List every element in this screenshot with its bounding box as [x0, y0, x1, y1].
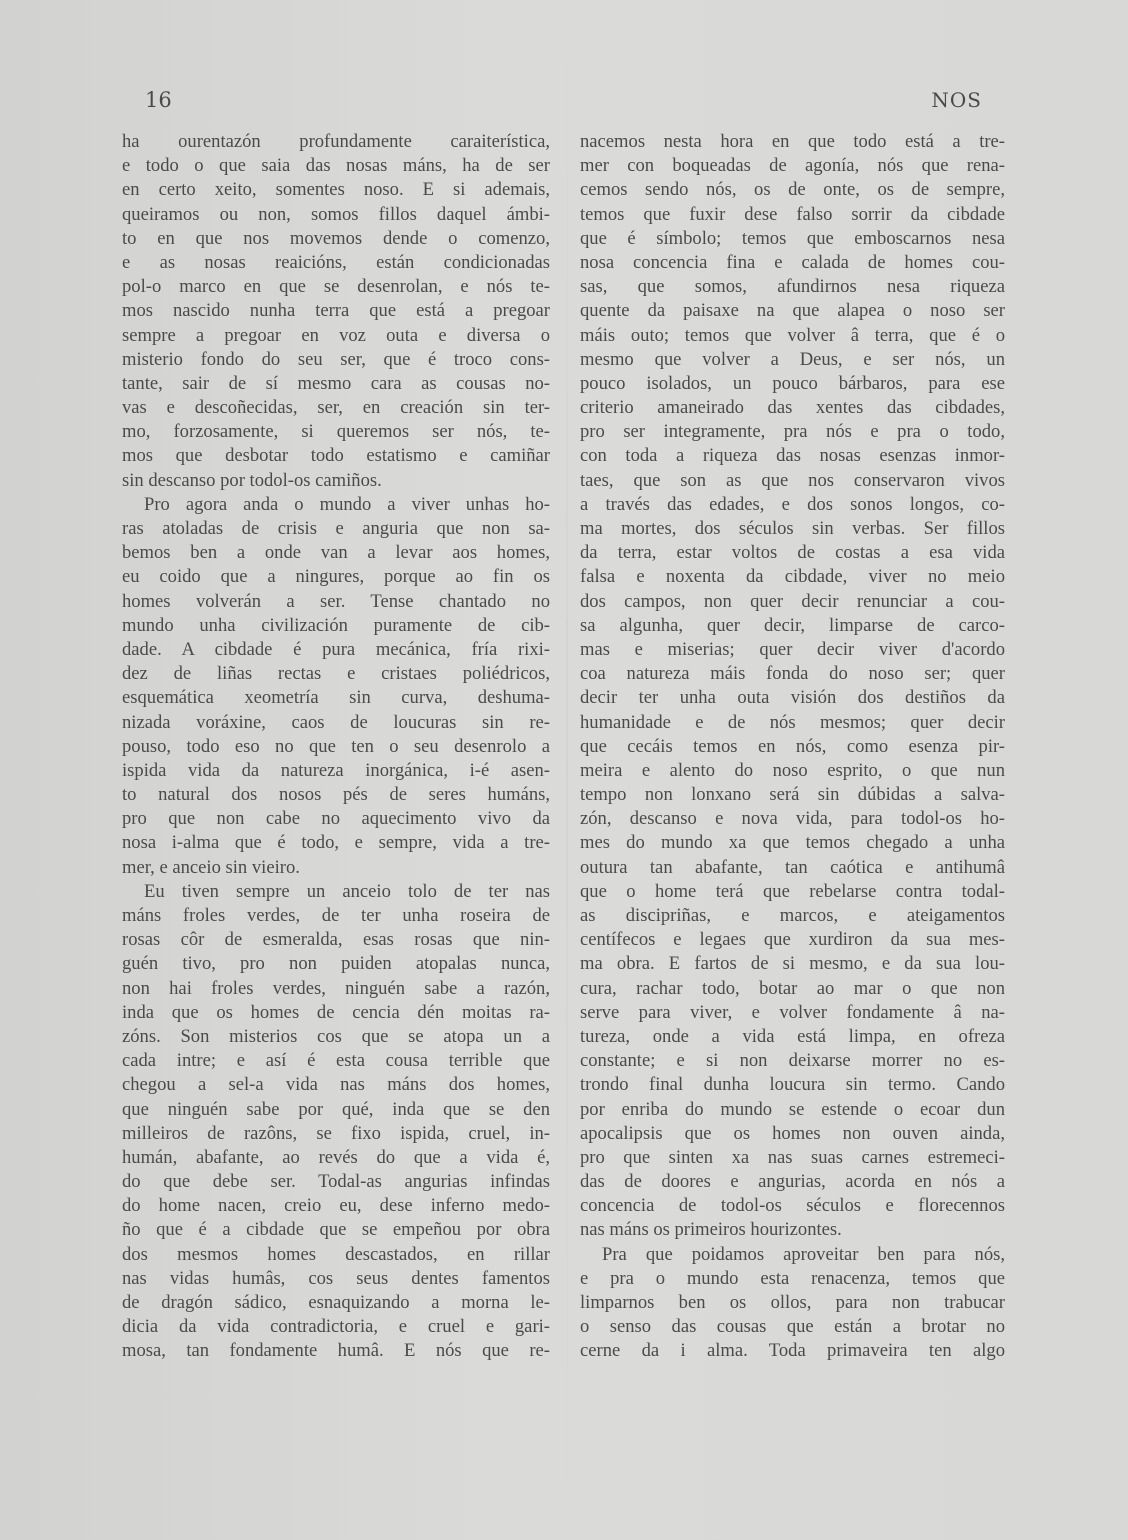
- text-line: bemos ben a onde van a levar aos homes,: [122, 542, 550, 564]
- text-line: ras atoladas de crisis e anguria que non sa-: [122, 518, 550, 539]
- text-line: máis outo; temos que volver â terra, que é o: [580, 324, 1005, 346]
- text-line: homes volverán a ser. Tense chantado no: [122, 590, 550, 612]
- text-line: centífecos e legaes que xurdiron da sua mes-: [580, 929, 1005, 951]
- text-line: do home nacen, creio eu, dese inferno medo-: [122, 1195, 550, 1217]
- text-line: dez de liñas rectas e cristaes poliédricos,: [122, 663, 550, 685]
- running-head: NOS: [931, 88, 982, 112]
- text-line: nizada voráxine, caos de loucuras sin re-: [122, 711, 550, 733]
- text-line: tante, sair de sí mesmo cara as cousas no-: [122, 372, 550, 394]
- text-line: concencia de todol-os séculos e florecennos: [580, 1195, 1005, 1217]
- text-line: falsa e noxenta da cibdade, viver no meio: [580, 566, 1005, 588]
- text-line: Pra que poidamos aproveitar ben para nós,: [602, 1243, 1005, 1265]
- text-line: ño que é a cibdade que se empeñou por obra: [122, 1219, 550, 1241]
- right-text-column: [580, 130, 1005, 1364]
- text-line: Eu tiven sempre un anceio tolo de ter nas: [144, 880, 550, 902]
- text-line: sas, que somos, afundirnos nesa riqueza: [580, 276, 1005, 298]
- page-header: [145, 88, 982, 118]
- text-line: pol-o marco en que se desenrolan, e nós te-: [122, 276, 550, 298]
- text-line: pro que non cabe no aquecimento vivo da: [122, 808, 550, 830]
- text-line: mosa, tan fondamente humâ. E nós que re-: [122, 1340, 550, 1362]
- text-line: limparnos ben os ollos, para non trabucar: [580, 1292, 1005, 1313]
- text-line: mundo unha civilización puramente de cib-: [122, 614, 550, 636]
- text-line: cura, rachar todo, botar ao mar o que non: [580, 977, 1005, 999]
- text-line: nosa i-alma que é todo, e sempre, vida a tre-: [122, 832, 550, 854]
- text-line: nas máns os primeiros hourizontes.: [580, 1219, 842, 1241]
- text-line: zón, descanso e nova vida, para todol-os ho-: [580, 808, 1005, 830]
- text-line: nas vidas humâs, cos seus dentes famentos: [122, 1267, 550, 1289]
- text-line: ma obra. E fartos de si mesmo, e da sua lou-: [580, 953, 1005, 975]
- text-line: que o home terá que rebelarse contra todal-: [580, 880, 1005, 902]
- text-line: cada intre; e así é esta cousa terrible que: [122, 1050, 550, 1072]
- text-line: mer con boqueadas de agonía, nós que rena-: [580, 155, 1005, 177]
- text-line: pouso, todo eso no que ten o seu desenrolo a: [122, 735, 550, 757]
- text-line: ha ourentazón profundamente caraiterística,: [122, 131, 550, 152]
- text-line: to en que nos movemos dende o comenzo,: [122, 227, 550, 249]
- text-line: das de doores e angurias, acorda en nós a: [580, 1171, 1005, 1193]
- text-line: tempo non lonxano será sin dúbidas a salva-: [580, 784, 1005, 806]
- text-line: humán, abafante, ao revés do que a vida é,: [122, 1146, 550, 1168]
- text-line: mer, e anceio sin vieiro.: [122, 856, 300, 878]
- text-line: tureza, onde a vida está limpa, en ofreza: [580, 1025, 1005, 1047]
- text-line: do que debe ser. Todal-as angurias infindas: [122, 1171, 550, 1193]
- text-line: taes, que son as que nos conservaron vivos: [580, 469, 1005, 491]
- text-line: rosas côr de esmeralda, esas rosas que nin-: [122, 929, 550, 951]
- text-line: temos que fuxir dese falso sorrir da cibdade: [580, 203, 1005, 225]
- text-line: queiramos ou non, somos fillos daquel ámbi-: [122, 203, 550, 225]
- text-line: decir ter unha outa visión dos destiños da: [580, 687, 1005, 709]
- text-line: pro ser integramente, pra nós e pra o todo,: [580, 421, 1005, 443]
- text-line: esquemática xeometría sin curva, deshuma-: [122, 687, 550, 709]
- text-line: pro que sinten xa nas suas carnes estremeci-: [580, 1146, 1005, 1168]
- text-line: as discipriñas, e marcos, e ateigamentos: [580, 905, 1005, 926]
- text-line: dos campos, non quer decir renunciar a cou-: [580, 590, 1005, 612]
- text-line: e as nosas reaicións, están condicionadas: [122, 251, 550, 273]
- text-line: meira e alento do noso esprito, o que nun: [580, 759, 1005, 781]
- text-line: mesmo que volver a Deus, e ser nós, un: [580, 348, 1005, 370]
- text-line: de dragón sádico, esnaquizando a morna le-: [122, 1292, 550, 1313]
- text-line: o senso das cousas que están a brotar no: [580, 1316, 1005, 1338]
- text-line: da terra, estar voltos de costas a esa vida: [580, 542, 1005, 564]
- text-line: trondo final dunha loucura sin termo. Cando: [580, 1074, 1005, 1096]
- text-line: por enriba do mundo se estende o ecoar dun: [580, 1098, 1005, 1120]
- text-line: dade. A cibdade é pura mecánica, fría rixi-: [122, 638, 550, 660]
- text-line: outura tan abafante, tan caótica e antihumâ: [580, 856, 1005, 878]
- text-line: que cecáis temos en nós, como esenza pir-: [580, 735, 1005, 757]
- text-line: to natural dos nosos pés de seres humáns,: [122, 784, 550, 806]
- text-line: constante; e si non deixarse morrer no es-: [580, 1050, 1005, 1072]
- text-line: máns froles verdes, de ter unha roseira de: [122, 905, 550, 926]
- text-line: mo, forzosamente, si queremos ser nós, te-: [122, 421, 550, 443]
- text-line: nacemos nesta hora en que todo está a tre-: [580, 131, 1005, 152]
- text-line: mos que desbotar todo estatismo e camiñar: [122, 445, 550, 467]
- text-line: inda que os homes de cencia dén moitas ra-: [122, 1001, 550, 1023]
- text-line: mes do mundo xa que temos chegado a unha: [580, 832, 1005, 854]
- text-line: Pro agora anda o mundo a viver unhas ho-: [144, 493, 550, 515]
- text-line: que ninguén sabe por qué, inda que se den: [122, 1098, 550, 1120]
- text-line: en certo xeito, somentes noso. E si ademais,: [122, 179, 550, 201]
- page-number: 16: [145, 88, 172, 112]
- text-line: chegou a sel-a vida nas máns dos homes,: [122, 1074, 550, 1096]
- text-line: vas e descoñecidas, ser, en creación sin ter-: [122, 397, 550, 419]
- text-line: sa algunha, quer decir, limparse de carco-: [580, 614, 1005, 636]
- text-line: e todo o que saia das nosas máns, ha de ser: [122, 155, 550, 177]
- text-line: nosa concencia fina e calada de homes cou-: [580, 251, 1005, 273]
- text-line: con toda a riqueza das nosas esenzas inmor-: [580, 445, 1005, 467]
- text-line: dicia da vida contradictoria, e cruel e gari-: [122, 1316, 550, 1338]
- text-line: guén tivo, pro non puiden atopalas nunca,: [122, 953, 550, 975]
- text-line: mos nascido nunha terra que está a pregoar: [122, 300, 550, 322]
- text-line: zóns. Son misterios cos que se atopa un a: [122, 1025, 550, 1047]
- text-line: misterio fondo do seu ser, que é troco cons-: [122, 348, 550, 370]
- text-line: pouco isolados, un pouco bárbaros, para ese: [580, 372, 1005, 394]
- text-line: e pra o mundo esta renacenza, temos que: [580, 1267, 1005, 1289]
- text-line: mas e miserias; quer decir viver d'acordo: [580, 638, 1005, 660]
- text-line: coa natureza máis fonda do noso ser; quer: [580, 663, 1005, 685]
- text-line: cerne da i alma. Toda primaveira ten algo: [580, 1340, 1005, 1362]
- text-line: ma mortes, dos séculos sin verbas. Ser fillos: [580, 518, 1005, 539]
- text-line: sin descanso por todol-os camiños.: [122, 469, 382, 491]
- text-line: que é símbolo; temos que emboscarnos nesa: [580, 227, 1005, 249]
- left-text-column: [122, 130, 550, 1364]
- page-crease: [566, 0, 568, 1540]
- text-line: dos mesmos homes descastados, en rillar: [122, 1243, 550, 1265]
- text-line: milleiros de razôns, se fixo ispida, cruel, in-: [122, 1122, 550, 1144]
- text-line: sempre a pregoar en voz outa e diversa o: [122, 324, 550, 346]
- text-line: serve para viver, e volver fondamente â na-: [580, 1001, 1005, 1023]
- text-line: apocalipsis que os homes non ouven ainda,: [580, 1122, 1005, 1144]
- text-line: eu coido que a ningures, porque ao fin os: [122, 566, 550, 588]
- text-line: ispida vida da natureza inorgánica, i-é asen-: [122, 759, 550, 781]
- text-line: humanidade e de nós mesmos; quer decir: [580, 711, 1005, 733]
- text-line: non hai froles verdes, ninguén sabe a razón,: [122, 977, 550, 999]
- text-line: quente da paisaxe na que alapea o noso ser: [580, 300, 1005, 322]
- text-line: a través das edades, e dos sonos longos, co-: [580, 493, 1005, 515]
- text-line: cemos sendo nós, os de onte, os de sempre,: [580, 179, 1005, 201]
- text-line: criterio amaneirado das xentes das cibdades,: [580, 397, 1005, 419]
